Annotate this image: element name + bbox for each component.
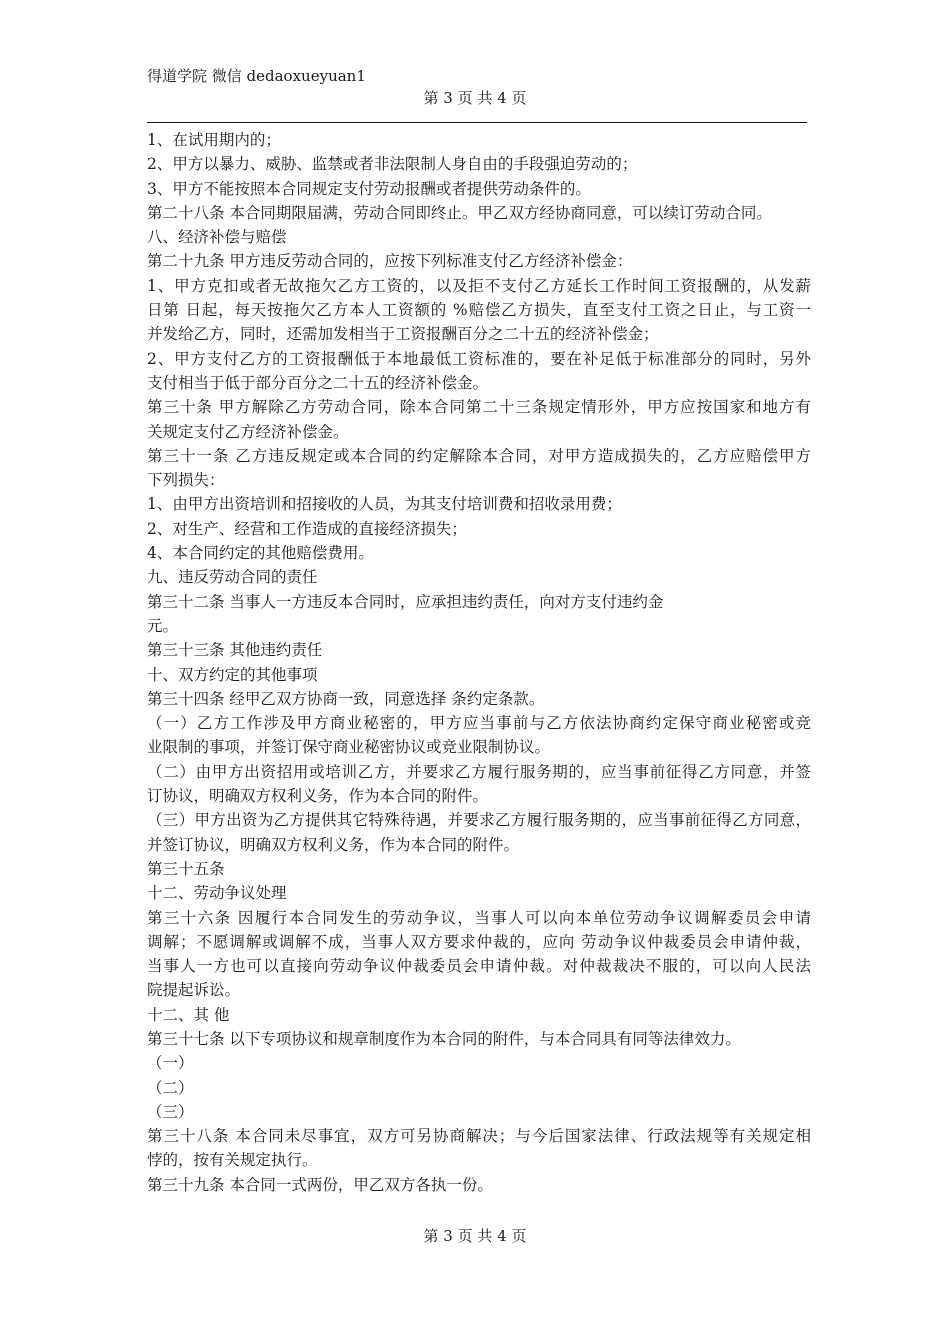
body-line: 第三十六条 因履行本合同发生的劳动争议，当事人可以向本单位劳动争议调解委员会申请: [147, 908, 811, 927]
body-line: 3、甲方不能按照本合同规定支付劳动报酬或者提供劳动条件的。: [147, 179, 591, 198]
body-line: （二）: [147, 1078, 194, 1097]
body-line: 1、甲方克扣或者无故拖欠乙方工资的，以及拒不支付乙方延长工作时间工资报酬的，从发薪: [147, 276, 811, 295]
body-line: 1、在试用期内的；: [147, 131, 281, 149]
body-line: 并签订协议，明确双方权利义务，作为本合同的附件。: [147, 835, 520, 854]
body-line: 第三十条 甲方解除乙方劳动合同，除本合同第二十三条规定情形外，甲方应按国家和地方有: [147, 398, 811, 417]
header-watermark-text: 得道学院 微信 dedaoxueyuan1: [147, 67, 366, 85]
body-line: 当事人一方也可以直接向劳动争议仲裁委员会申请仲裁。对仲裁裁决不服的，可以向人民法: [147, 957, 811, 976]
body-line: 九、违反劳动合同的责任: [147, 568, 318, 587]
body-line: 日第 日起，每天按拖欠乙方本人工资额的 %赔偿乙方损失，直至支付工资之日止，与工资一: [147, 301, 811, 320]
body-line: 2、甲方以暴力、威胁、监禁或者非法限制人身自由的手段强迫劳动的；: [147, 155, 638, 174]
body-line: （三）甲方出资为乙方提供其它特殊待遇，并要求乙方履行服务期的，应当事前征得乙方同意，: [147, 811, 811, 830]
body-line: 十二、劳动争议处理: [147, 884, 287, 903]
body-line: 第三十九条 本合同一式两份，甲乙双方各执一份。: [147, 1175, 493, 1194]
body-line: 订协议，明确双方权利义务，作为本合同的附件。: [147, 787, 489, 806]
body-line: 调解；不愿调解或调解不成，当事人双方要求仲裁的，应向 劳动争议仲裁委员会申请仲裁，: [147, 932, 811, 951]
body-line: 第三十二条 当事人一方违反本合同时，应承担违约责任，向对方支付违约金: [147, 592, 664, 611]
body-line: 2、甲方支付乙方的工资报酬低于本地最低工资标准的，要在补足低于标准部分的同时，另外: [147, 349, 811, 368]
body-line: 第三十五条: [147, 859, 225, 878]
body-line: 第三十一条 乙方违反规定或本合同的约定解除本合同，对甲方造成损失的，乙方应赔偿甲方: [147, 446, 811, 465]
body-line: 第三十七条 以下专项协议和规章制度作为本合同的附件，与本合同具有同等法律效力。: [147, 1029, 741, 1048]
body-line: 4、本合同约定的其他赔偿费用。: [147, 544, 374, 563]
body-line: 关规定支付乙方经济补偿金。: [147, 422, 349, 441]
body-line: （一）乙方工作涉及甲方商业秘密的，甲方应当事前与乙方依法协商约定保守商业秘密或竞: [147, 714, 811, 733]
header-divider: [147, 122, 807, 123]
body-line: （一）: [147, 1054, 194, 1073]
body-line: 院提起诉讼。: [147, 981, 241, 1000]
body-line: 第三十三条 其他违约责任: [147, 641, 323, 660]
body-line: 第二十八条 本合同期限届满，劳动合同即终止。甲乙双方经协商同意，可以续订劳动合同。: [147, 203, 772, 222]
document-body: [147, 128, 811, 1197]
body-line: 第二十九条 甲方违反劳动合同的，应按下列标准支付乙方经济补偿金：: [147, 252, 633, 271]
body-line: 支付相当于低于部分百分之二十五的经济补偿金。: [147, 373, 489, 392]
body-line: （二）由甲方出资招用或培训乙方，并要求乙方履行服务期的，应当事前征得乙方同意，并签: [147, 762, 811, 781]
body-line: 第三十八条 本合同未尽事宜，双方可另协商解决；与今后国家法律、行政法规等有关规定相: [147, 1127, 811, 1146]
body-line: 十二、其 他: [147, 1005, 230, 1024]
footer-page-indicator: 第 3 页 共 4 页: [423, 1227, 527, 1245]
body-line: 1、由甲方出资培训和招接收的人员，为其支付培训费和招收录用费；: [147, 495, 622, 514]
body-line: 悖的，按有关规定执行。: [147, 1151, 318, 1170]
body-line: 下列损失：: [147, 471, 225, 490]
header-page-indicator: 第 3 页 共 4 页: [423, 89, 527, 107]
body-line: 2、对生产、经营和工作造成的直接经济损失；: [147, 519, 467, 538]
body-line: 十、双方约定的其他事项: [147, 665, 318, 684]
body-line: 并发给乙方，同时，还需加发相当于工资报酬百分之二十五的经济补偿金；: [147, 325, 659, 344]
body-line: 第三十四条 经甲乙双方协商一致，同意选择 条约定条款。: [147, 689, 545, 708]
body-line: 业限制的事项，并签订保守商业秘密协议或竞业限制协议。: [147, 738, 551, 757]
body-line: 八、经济补偿与赔偿: [147, 228, 287, 247]
body-line: （三）: [147, 1102, 194, 1121]
body-line: 元。: [147, 616, 179, 635]
